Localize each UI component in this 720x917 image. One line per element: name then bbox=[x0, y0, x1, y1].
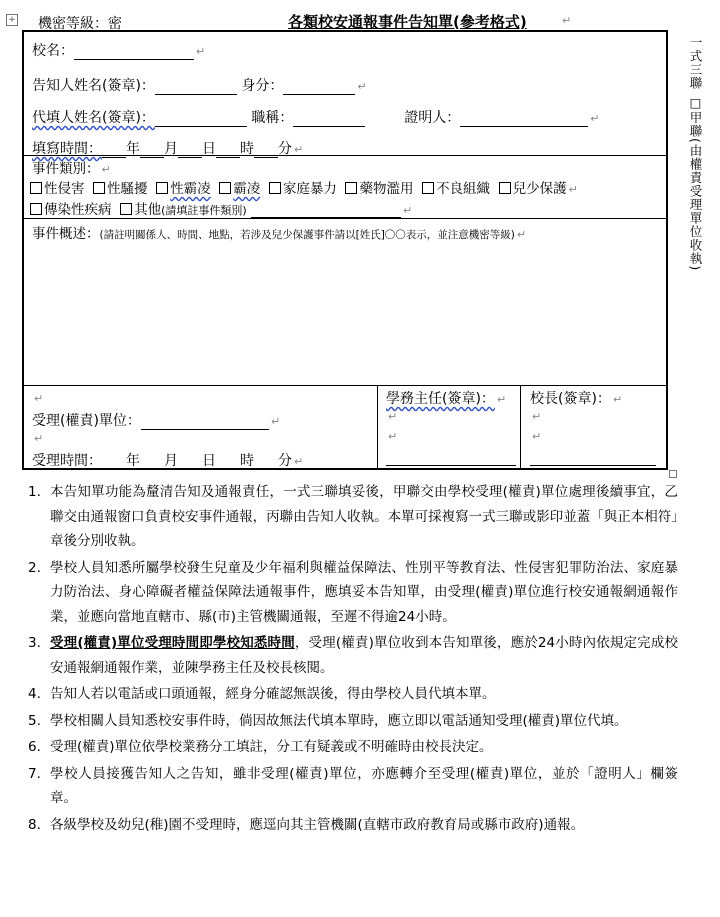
move-handle-icon[interactable]: + bbox=[6, 14, 18, 26]
witness-field[interactable] bbox=[460, 111, 588, 127]
receive-time-row bbox=[32, 450, 303, 470]
paragraph-mark-icon: ↵ bbox=[532, 410, 542, 423]
checkbox-icon[interactable] bbox=[120, 203, 132, 215]
academic-director-signature[interactable] bbox=[386, 450, 516, 466]
list-item: 7. 學校人員接獲告知人之告知，雖非受理(權責)單位，亦應轉介至受理(權責)單位，並於「證明人」欄簽章。 bbox=[28, 765, 678, 806]
unit-field[interactable] bbox=[141, 414, 269, 430]
academic-director-label: 學務主任(簽章)： bbox=[386, 391, 495, 407]
category-option[interactable]: 性騷擾 bbox=[93, 181, 148, 197]
category-option[interactable]: 傳染性疾病 bbox=[30, 202, 112, 218]
identity-label: 身分： bbox=[241, 78, 284, 94]
category-label-row bbox=[32, 157, 111, 177]
category-option[interactable]: 藥物濫用 bbox=[345, 181, 413, 197]
principal-signature[interactable] bbox=[530, 450, 656, 466]
category-option-other[interactable]: 其他 bbox=[120, 202, 161, 218]
title-label: 職稱： bbox=[251, 110, 294, 126]
category-options-row bbox=[30, 177, 578, 197]
informant-label: 告知人姓名(簽章)： bbox=[32, 78, 155, 94]
category-option[interactable]: 家庭暴力 bbox=[269, 181, 337, 197]
list-item: 3. 受理(權責)單位受理時間即學校知悉時間，受理(權責)單位收到本告知單後，應於24小時內依規定完成校安通報網通報作業，並陳學務主任及校長核閱。 bbox=[28, 635, 679, 676]
paragraph-mark-icon: ↵ bbox=[270, 415, 281, 428]
checkbox-icon[interactable] bbox=[345, 182, 357, 194]
paragraph-mark-icon: ↵ bbox=[101, 163, 111, 176]
category-label: 事件類別： bbox=[32, 161, 100, 177]
minute-field[interactable] bbox=[254, 142, 278, 158]
secrecy-level: 機密等級：密 bbox=[38, 16, 122, 32]
list-item: 6. 受理(權責)單位依學校業務分工填註，分工有疑義或不明確時由校長決定。 bbox=[28, 739, 493, 755]
summary-row bbox=[32, 222, 526, 242]
day-unit: 日 bbox=[202, 141, 216, 157]
receive-year-field[interactable] bbox=[102, 454, 126, 470]
year-unit: 年 bbox=[126, 141, 140, 157]
checkbox-icon[interactable] bbox=[156, 182, 168, 194]
paragraph-mark-icon: ↵ bbox=[34, 392, 44, 405]
paragraph-mark-icon: ↵ bbox=[612, 393, 623, 406]
minute-unit: 分 bbox=[278, 141, 292, 157]
list-item: 1. 本告知單功能為釐清告知及通報責任，一式三聯填妥後，甲聯交由學校受理(權責)單位處理後續事宜，乙聯交由通報窗口負責校安事件通報，丙聯由告知人收執。本單可採複寫一式三聯或影印並蓋「與正本相符」章後分別收執。 bbox=[28, 484, 678, 549]
minute-unit: 分 bbox=[278, 453, 292, 469]
category-option[interactable]: 兒少保護 bbox=[499, 181, 567, 197]
paragraph-mark-icon: ↵ bbox=[562, 14, 572, 27]
informant-row bbox=[32, 75, 367, 95]
paragraph-mark-icon: ↵ bbox=[388, 410, 398, 423]
hour-unit: 時 bbox=[240, 141, 254, 157]
informant-field[interactable] bbox=[155, 79, 237, 95]
checkbox-icon[interactable] bbox=[269, 182, 281, 194]
receive-month-field[interactable] bbox=[140, 454, 164, 470]
hour-field[interactable] bbox=[216, 142, 240, 158]
paragraph-mark-icon: ↵ bbox=[294, 143, 304, 156]
day-unit: 日 bbox=[202, 453, 216, 469]
checkbox-icon[interactable] bbox=[93, 182, 105, 194]
title-field[interactable] bbox=[293, 111, 365, 127]
list-item: 2. 學校人員知悉所屬學校發生兒童及少年福利與權益保障法、性別平等教育法、性侵害犯罪防治法、家庭暴力防治法、身心障礙者權益保障法通報事件，應填妥本告知單，由受理(權責)單位進行校安通報網通報作業，並應向當地直轄市、縣(市)主管機關通報，至遲不得逾24小時。 bbox=[28, 559, 678, 625]
other-hint: (請填註事件類別) bbox=[161, 204, 247, 217]
proxy-row bbox=[32, 107, 600, 127]
day-field[interactable] bbox=[178, 142, 202, 158]
list-item: 8. 各級學校及幼兒(稚)園不受理時，應逕向其主管機關(直轄市政府教育局或縣市政府)通報。 bbox=[28, 816, 585, 833]
paragraph-mark-icon: ↵ bbox=[496, 393, 507, 406]
witness-label: 證明人： bbox=[404, 110, 461, 126]
receive-time-label: 受理時間： bbox=[32, 453, 102, 469]
hour-unit: 時 bbox=[240, 453, 254, 469]
category-option[interactable]: 不良組織 bbox=[422, 181, 490, 197]
divider bbox=[520, 385, 521, 470]
identity-field[interactable] bbox=[283, 79, 355, 95]
fill-time-label: 填寫時間： bbox=[32, 141, 102, 157]
paragraph-mark-icon: ↵ bbox=[357, 80, 367, 93]
unit-label: 受理(權責)單位： bbox=[32, 413, 141, 429]
divider bbox=[377, 385, 378, 470]
side-note: 一式三聯 □甲聯(由權責受理單位收執) bbox=[688, 36, 703, 272]
year-unit: 年 bbox=[126, 453, 140, 469]
year-field[interactable] bbox=[102, 142, 126, 158]
other-field[interactable] bbox=[251, 202, 401, 218]
school-row bbox=[32, 40, 205, 60]
school-label: 校名： bbox=[32, 43, 74, 59]
academic-director-cell bbox=[386, 388, 506, 408]
note-emphasis: 受理(權責)單位受理時間即學校知悉時間 bbox=[50, 635, 295, 651]
checkbox-icon[interactable] bbox=[499, 182, 511, 194]
category-option[interactable]: 性霸凌 bbox=[156, 181, 211, 197]
unit-row bbox=[32, 410, 280, 430]
fill-time-row bbox=[32, 138, 303, 158]
proxy-field[interactable] bbox=[155, 111, 247, 127]
summary-area[interactable] bbox=[24, 240, 666, 383]
checkbox-icon[interactable] bbox=[30, 203, 42, 215]
paragraph-mark-icon: ↵ bbox=[516, 228, 527, 241]
category-option[interactable]: 霸凌 bbox=[219, 181, 260, 197]
paragraph-mark-icon: ↵ bbox=[388, 430, 398, 443]
month-unit: 月 bbox=[164, 453, 178, 469]
paragraph-mark-icon: ↵ bbox=[294, 455, 304, 468]
receive-day-field[interactable] bbox=[178, 454, 202, 470]
receive-hour-field[interactable] bbox=[216, 454, 240, 470]
summary-label: 事件概述： bbox=[32, 226, 100, 242]
paragraph-mark-icon: ↵ bbox=[590, 112, 600, 125]
checkbox-icon[interactable] bbox=[30, 182, 42, 194]
category-options-row-2 bbox=[30, 198, 412, 218]
proxy-label: 代填人姓名(簽章)： bbox=[32, 110, 155, 126]
month-field[interactable] bbox=[140, 142, 164, 158]
paragraph-mark-icon: ↵ bbox=[196, 45, 206, 58]
divider bbox=[22, 385, 668, 386]
school-field[interactable] bbox=[74, 44, 194, 60]
paragraph-mark-icon: ↵ bbox=[34, 432, 44, 445]
month-unit: 月 bbox=[164, 141, 178, 157]
list-item: 5. 學校相關人員知悉校安事件時，倘因故無法代填本單時，應立即以電話通知受理(權責)單位代填。 bbox=[28, 712, 628, 729]
notes-list bbox=[28, 480, 678, 839]
receive-minute-field[interactable] bbox=[254, 454, 278, 470]
list-item: 4. 告知人若以電話或口頭通報，經身分確認無誤後，得由學校人員代填本單。 bbox=[28, 686, 496, 702]
checkbox-icon[interactable] bbox=[422, 182, 434, 194]
principal-cell bbox=[530, 388, 622, 408]
paragraph-mark-icon: ↵ bbox=[568, 183, 578, 196]
page-title: 各類校安通報事件告知單(參考格式) bbox=[288, 13, 527, 31]
resize-handle-icon[interactable] bbox=[669, 470, 677, 478]
divider bbox=[22, 218, 668, 219]
category-option[interactable]: 性侵害 bbox=[30, 181, 85, 197]
checkbox-icon[interactable] bbox=[219, 182, 231, 194]
paragraph-mark-icon: ↵ bbox=[532, 430, 542, 443]
principal-label: 校長(簽章)： bbox=[530, 391, 611, 407]
paragraph-mark-icon: ↵ bbox=[402, 204, 413, 217]
summary-hint: (請註明關係人、時間、地點，若涉及兒少保護事件請以[姓氏]〇〇表示，並注意機密等級) bbox=[99, 229, 515, 241]
